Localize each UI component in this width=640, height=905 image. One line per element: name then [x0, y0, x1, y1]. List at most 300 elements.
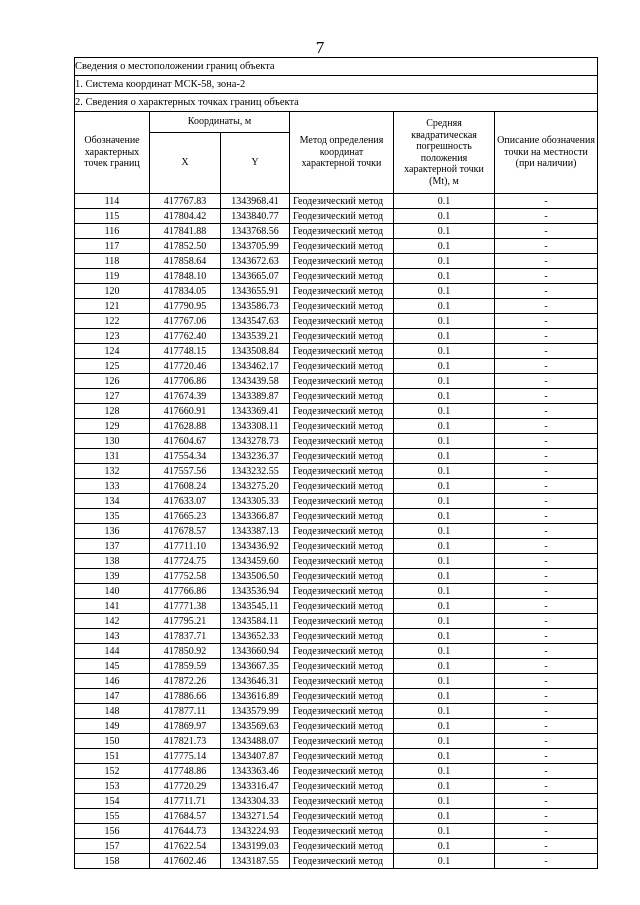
- cell-description: -: [495, 734, 598, 749]
- cell-error: 0.1: [394, 509, 495, 524]
- cell-y: 1343545.11: [221, 599, 290, 614]
- cell-point-id: 147: [75, 689, 150, 704]
- cell-description: -: [495, 509, 598, 524]
- header-method: Метод определения координат характерной точки: [290, 112, 394, 194]
- cell-y: 1343768.56: [221, 224, 290, 239]
- cell-y: 1343616.89: [221, 689, 290, 704]
- cell-error: 0.1: [394, 779, 495, 794]
- cell-error: 0.1: [394, 674, 495, 689]
- cell-method: Геодезический метод: [290, 239, 394, 254]
- cell-description: -: [495, 524, 598, 539]
- cell-description: -: [495, 554, 598, 569]
- cell-method: Геодезический метод: [290, 629, 394, 644]
- cell-x: 417850.92: [150, 644, 221, 659]
- cell-method: Геодезический метод: [290, 764, 394, 779]
- cell-description: -: [495, 719, 598, 734]
- cell-description: -: [495, 434, 598, 449]
- cell-error: 0.1: [394, 839, 495, 854]
- table-row: [75, 854, 598, 869]
- table-row: [75, 224, 598, 239]
- table-row: [75, 554, 598, 569]
- cell-method: Геодезический метод: [290, 509, 394, 524]
- cell-error: 0.1: [394, 359, 495, 374]
- cell-error: 0.1: [394, 419, 495, 434]
- cell-description: -: [495, 449, 598, 464]
- cell-x: 417872.26: [150, 674, 221, 689]
- cell-error: 0.1: [394, 209, 495, 224]
- cell-description: -: [495, 644, 598, 659]
- cell-error: 0.1: [394, 434, 495, 449]
- cell-method: Геодезический метод: [290, 344, 394, 359]
- cell-y: 1343462.17: [221, 359, 290, 374]
- cell-error: 0.1: [394, 644, 495, 659]
- table-row: [75, 374, 598, 389]
- cell-point-id: 156: [75, 824, 150, 839]
- cell-point-id: 144: [75, 644, 150, 659]
- cell-method: Геодезический метод: [290, 479, 394, 494]
- cell-x: 417837.71: [150, 629, 221, 644]
- cell-description: -: [495, 359, 598, 374]
- cell-x: 417628.88: [150, 419, 221, 434]
- table-row: [75, 494, 598, 509]
- cell-method: Геодезический метод: [290, 749, 394, 764]
- cell-x: 417752.58: [150, 569, 221, 584]
- cell-method: Геодезический метод: [290, 494, 394, 509]
- cell-method: Геодезический метод: [290, 389, 394, 404]
- header-x: X: [150, 133, 221, 194]
- table-row: [75, 464, 598, 479]
- cell-point-id: 148: [75, 704, 150, 719]
- cell-x: 417678.57: [150, 524, 221, 539]
- cell-point-id: 123: [75, 329, 150, 344]
- cell-error: 0.1: [394, 254, 495, 269]
- cell-error: 0.1: [394, 194, 495, 209]
- cell-y: 1343389.87: [221, 389, 290, 404]
- cell-error: 0.1: [394, 479, 495, 494]
- cell-method: Геодезический метод: [290, 794, 394, 809]
- cell-method: Геодезический метод: [290, 434, 394, 449]
- header-y: Y: [221, 133, 290, 194]
- table-row: [75, 704, 598, 719]
- cell-point-id: 114: [75, 194, 150, 209]
- table-row: [75, 719, 598, 734]
- cell-point-id: 136: [75, 524, 150, 539]
- cell-method: Геодезический метод: [290, 614, 394, 629]
- cell-method: Геодезический метод: [290, 674, 394, 689]
- table-row: [75, 584, 598, 599]
- table-row: [75, 404, 598, 419]
- cell-x: 417633.07: [150, 494, 221, 509]
- points-title: 2. Сведения о характерных точках границ объекта: [75, 94, 598, 112]
- cell-x: 417852.50: [150, 239, 221, 254]
- cell-error: 0.1: [394, 794, 495, 809]
- cell-method: Геодезический метод: [290, 299, 394, 314]
- cell-error: 0.1: [394, 269, 495, 284]
- cell-method: Геодезический метод: [290, 704, 394, 719]
- cell-point-id: 155: [75, 809, 150, 824]
- cell-method: Геодезический метод: [290, 554, 394, 569]
- cell-x: 417711.10: [150, 539, 221, 554]
- cell-error: 0.1: [394, 854, 495, 869]
- table-row: [75, 359, 598, 374]
- cell-point-id: 149: [75, 719, 150, 734]
- cell-point-id: 118: [75, 254, 150, 269]
- cell-method: Геодезический метод: [290, 524, 394, 539]
- cell-point-id: 134: [75, 494, 150, 509]
- cell-description: -: [495, 584, 598, 599]
- cell-method: Геодезический метод: [290, 314, 394, 329]
- cell-y: 1343232.55: [221, 464, 290, 479]
- cell-method: Геодезический метод: [290, 569, 394, 584]
- cell-method: Геодезический метод: [290, 779, 394, 794]
- cell-x: 417660.91: [150, 404, 221, 419]
- cell-method: Геодезический метод: [290, 224, 394, 239]
- cell-error: 0.1: [394, 614, 495, 629]
- table-row: [75, 599, 598, 614]
- cell-y: 1343584.11: [221, 614, 290, 629]
- cell-x: 417720.46: [150, 359, 221, 374]
- cell-y: 1343506.50: [221, 569, 290, 584]
- cell-y: 1343488.07: [221, 734, 290, 749]
- cell-error: 0.1: [394, 824, 495, 839]
- cell-description: -: [495, 824, 598, 839]
- cell-method: Геодезический метод: [290, 599, 394, 614]
- table-row: [75, 689, 598, 704]
- table-row: [75, 269, 598, 284]
- table-row: [75, 209, 598, 224]
- cell-error: 0.1: [394, 389, 495, 404]
- table-row: [75, 524, 598, 539]
- cell-point-id: 152: [75, 764, 150, 779]
- table-row: [75, 239, 598, 254]
- cell-description: -: [495, 344, 598, 359]
- cell-point-id: 116: [75, 224, 150, 239]
- cell-description: -: [495, 314, 598, 329]
- section-title: Сведения о местоположении границ объекта: [75, 58, 598, 76]
- cell-point-id: 143: [75, 629, 150, 644]
- table-row: [75, 299, 598, 314]
- cell-x: 417886.66: [150, 689, 221, 704]
- cell-y: 1343271.54: [221, 809, 290, 824]
- cell-x: 417720.29: [150, 779, 221, 794]
- cell-point-id: 126: [75, 374, 150, 389]
- cell-y: 1343660.94: [221, 644, 290, 659]
- cell-x: 417557.56: [150, 464, 221, 479]
- cell-description: -: [495, 539, 598, 554]
- cell-point-id: 133: [75, 479, 150, 494]
- cell-y: 1343655.91: [221, 284, 290, 299]
- cell-y: 1343665.07: [221, 269, 290, 284]
- cell-x: 417834.05: [150, 284, 221, 299]
- table-row: [75, 674, 598, 689]
- cell-description: -: [495, 194, 598, 209]
- cell-y: 1343508.84: [221, 344, 290, 359]
- cell-y: 1343539.21: [221, 329, 290, 344]
- cell-error: 0.1: [394, 329, 495, 344]
- cell-point-id: 150: [75, 734, 150, 749]
- cell-description: -: [495, 494, 598, 509]
- cell-description: -: [495, 224, 598, 239]
- cell-method: Геодезический метод: [290, 644, 394, 659]
- cell-x: 417767.83: [150, 194, 221, 209]
- cell-point-id: 131: [75, 449, 150, 464]
- cell-y: 1343436.92: [221, 539, 290, 554]
- table-row: [75, 344, 598, 359]
- cell-x: 417554.34: [150, 449, 221, 464]
- cell-error: 0.1: [394, 374, 495, 389]
- cell-description: -: [495, 254, 598, 269]
- cell-method: Геодезический метод: [290, 209, 394, 224]
- cell-y: 1343199.03: [221, 839, 290, 854]
- cell-description: -: [495, 479, 598, 494]
- cell-y: 1343278.73: [221, 434, 290, 449]
- cell-description: -: [495, 329, 598, 344]
- cell-point-id: 153: [75, 779, 150, 794]
- table-row: [75, 329, 598, 344]
- cell-description: -: [495, 464, 598, 479]
- cell-error: 0.1: [394, 224, 495, 239]
- header-description: Описание обозначения точки на местности (при наличии): [495, 112, 598, 194]
- table-row: [75, 419, 598, 434]
- cell-description: -: [495, 389, 598, 404]
- cell-description: -: [495, 284, 598, 299]
- cell-y: 1343705.99: [221, 239, 290, 254]
- cell-method: Геодезический метод: [290, 404, 394, 419]
- cell-y: 1343363.46: [221, 764, 290, 779]
- cell-y: 1343968.41: [221, 194, 290, 209]
- cell-method: Геодезический метод: [290, 329, 394, 344]
- table-row: [75, 764, 598, 779]
- cell-y: 1343305.33: [221, 494, 290, 509]
- cell-error: 0.1: [394, 584, 495, 599]
- cell-error: 0.1: [394, 749, 495, 764]
- cell-x: 417748.86: [150, 764, 221, 779]
- cell-x: 417790.95: [150, 299, 221, 314]
- coordinate-system: 1. Система координат МСК-58, зона-2: [75, 76, 598, 94]
- cell-method: Геодезический метод: [290, 719, 394, 734]
- cell-x: 417748.15: [150, 344, 221, 359]
- cell-point-id: 137: [75, 539, 150, 554]
- cell-point-id: 124: [75, 344, 150, 359]
- cell-point-id: 128: [75, 404, 150, 419]
- cell-point-id: 146: [75, 674, 150, 689]
- cell-error: 0.1: [394, 524, 495, 539]
- cell-point-id: 115: [75, 209, 150, 224]
- cell-description: -: [495, 689, 598, 704]
- cell-point-id: 141: [75, 599, 150, 614]
- cell-description: -: [495, 299, 598, 314]
- cell-point-id: 130: [75, 434, 150, 449]
- table-row: [75, 434, 598, 449]
- cell-point-id: 151: [75, 749, 150, 764]
- cell-x: 417622.54: [150, 839, 221, 854]
- table-row: [75, 194, 598, 209]
- cell-method: Геодезический метод: [290, 464, 394, 479]
- cell-point-id: 142: [75, 614, 150, 629]
- page-number: 7: [315, 38, 325, 57]
- cell-method: Геодезический метод: [290, 254, 394, 269]
- cell-point-id: 132: [75, 464, 150, 479]
- cell-description: -: [495, 629, 598, 644]
- cell-y: 1343667.35: [221, 659, 290, 674]
- boundary-points-table: [74, 57, 598, 869]
- table-row: [75, 779, 598, 794]
- table-row: [75, 479, 598, 494]
- cell-description: -: [495, 659, 598, 674]
- cell-x: 417804.42: [150, 209, 221, 224]
- cell-point-id: 135: [75, 509, 150, 524]
- table-row: [75, 734, 598, 749]
- cell-y: 1343439.58: [221, 374, 290, 389]
- cell-description: -: [495, 599, 598, 614]
- cell-error: 0.1: [394, 554, 495, 569]
- cell-error: 0.1: [394, 539, 495, 554]
- cell-description: -: [495, 764, 598, 779]
- cell-point-id: 139: [75, 569, 150, 584]
- cell-y: 1343459.60: [221, 554, 290, 569]
- table-row: [75, 284, 598, 299]
- table-row: [75, 389, 598, 404]
- table-row: [75, 839, 598, 854]
- cell-point-id: 117: [75, 239, 150, 254]
- cell-description: -: [495, 269, 598, 284]
- cell-point-id: 140: [75, 584, 150, 599]
- cell-method: Геодезический метод: [290, 809, 394, 824]
- cell-y: 1343586.73: [221, 299, 290, 314]
- cell-method: Геодезический метод: [290, 839, 394, 854]
- table-row: [75, 629, 598, 644]
- cell-description: -: [495, 704, 598, 719]
- cell-point-id: 138: [75, 554, 150, 569]
- cell-method: Геодезический метод: [290, 824, 394, 839]
- cell-error: 0.1: [394, 809, 495, 824]
- cell-method: Геодезический метод: [290, 584, 394, 599]
- cell-y: 1343646.31: [221, 674, 290, 689]
- cell-error: 0.1: [394, 449, 495, 464]
- table-row: [75, 614, 598, 629]
- cell-x: 417766.86: [150, 584, 221, 599]
- cell-y: 1343369.41: [221, 404, 290, 419]
- cell-description: -: [495, 809, 598, 824]
- header-point-id: Обозначение характерных точек границ: [75, 112, 150, 194]
- cell-description: -: [495, 374, 598, 389]
- table-row: [75, 254, 598, 269]
- cell-error: 0.1: [394, 704, 495, 719]
- table-row: [75, 659, 598, 674]
- cell-x: 417775.14: [150, 749, 221, 764]
- cell-error: 0.1: [394, 314, 495, 329]
- cell-method: Геодезический метод: [290, 194, 394, 209]
- cell-y: 1343304.33: [221, 794, 290, 809]
- cell-x: 417795.21: [150, 614, 221, 629]
- cell-x: 417665.23: [150, 509, 221, 524]
- cell-x: 417821.73: [150, 734, 221, 749]
- cell-point-id: 122: [75, 314, 150, 329]
- cell-method: Геодезический метод: [290, 359, 394, 374]
- cell-y: 1343187.55: [221, 854, 290, 869]
- cell-error: 0.1: [394, 344, 495, 359]
- cell-y: 1343236.37: [221, 449, 290, 464]
- cell-y: 1343224.93: [221, 824, 290, 839]
- cell-y: 1343579.99: [221, 704, 290, 719]
- cell-error: 0.1: [394, 494, 495, 509]
- cell-point-id: 127: [75, 389, 150, 404]
- cell-x: 417706.86: [150, 374, 221, 389]
- cell-description: -: [495, 674, 598, 689]
- cell-x: 417644.73: [150, 824, 221, 839]
- cell-point-id: 121: [75, 299, 150, 314]
- cell-x: 417869.97: [150, 719, 221, 734]
- cell-method: Геодезический метод: [290, 419, 394, 434]
- table-row: [75, 824, 598, 839]
- cell-description: -: [495, 779, 598, 794]
- cell-y: 1343672.63: [221, 254, 290, 269]
- cell-x: 417762.40: [150, 329, 221, 344]
- cell-y: 1343840.77: [221, 209, 290, 224]
- cell-x: 417859.59: [150, 659, 221, 674]
- cell-x: 417604.67: [150, 434, 221, 449]
- cell-x: 417771.38: [150, 599, 221, 614]
- table-row: [75, 449, 598, 464]
- cell-error: 0.1: [394, 659, 495, 674]
- cell-x: 417848.10: [150, 269, 221, 284]
- table-row: [75, 749, 598, 764]
- cell-method: Геодезический метод: [290, 284, 394, 299]
- cell-x: 417767.06: [150, 314, 221, 329]
- cell-y: 1343547.63: [221, 314, 290, 329]
- table-row: [75, 794, 598, 809]
- cell-error: 0.1: [394, 404, 495, 419]
- cell-y: 1343569.63: [221, 719, 290, 734]
- cell-y: 1343387.13: [221, 524, 290, 539]
- table-row: [75, 539, 598, 554]
- cell-description: -: [495, 404, 598, 419]
- cell-error: 0.1: [394, 599, 495, 614]
- cell-x: 417674.39: [150, 389, 221, 404]
- cell-error: 0.1: [394, 299, 495, 314]
- cell-x: 417877.11: [150, 704, 221, 719]
- cell-error: 0.1: [394, 629, 495, 644]
- cell-error: 0.1: [394, 239, 495, 254]
- cell-x: 417684.57: [150, 809, 221, 824]
- cell-method: Геодезический метод: [290, 449, 394, 464]
- cell-error: 0.1: [394, 719, 495, 734]
- cell-method: Геодезический метод: [290, 374, 394, 389]
- cell-error: 0.1: [394, 764, 495, 779]
- cell-point-id: 158: [75, 854, 150, 869]
- cell-error: 0.1: [394, 464, 495, 479]
- cell-method: Геодезический метод: [290, 854, 394, 869]
- cell-method: Геодезический метод: [290, 734, 394, 749]
- cell-description: -: [495, 419, 598, 434]
- cell-error: 0.1: [394, 569, 495, 584]
- cell-description: -: [495, 209, 598, 224]
- cell-point-id: 125: [75, 359, 150, 374]
- cell-method: Геодезический метод: [290, 269, 394, 284]
- header-error: Средняя квадратическая погрешность положения характерной точки (Mt), м: [394, 112, 495, 194]
- cell-y: 1343316.47: [221, 779, 290, 794]
- cell-method: Геодезический метод: [290, 539, 394, 554]
- cell-point-id: 120: [75, 284, 150, 299]
- cell-method: Геодезический метод: [290, 689, 394, 704]
- cell-y: 1343366.87: [221, 509, 290, 524]
- cell-description: -: [495, 239, 598, 254]
- cell-x: 417602.46: [150, 854, 221, 869]
- cell-description: -: [495, 854, 598, 869]
- cell-y: 1343536.94: [221, 584, 290, 599]
- table-row: [75, 509, 598, 524]
- cell-description: -: [495, 614, 598, 629]
